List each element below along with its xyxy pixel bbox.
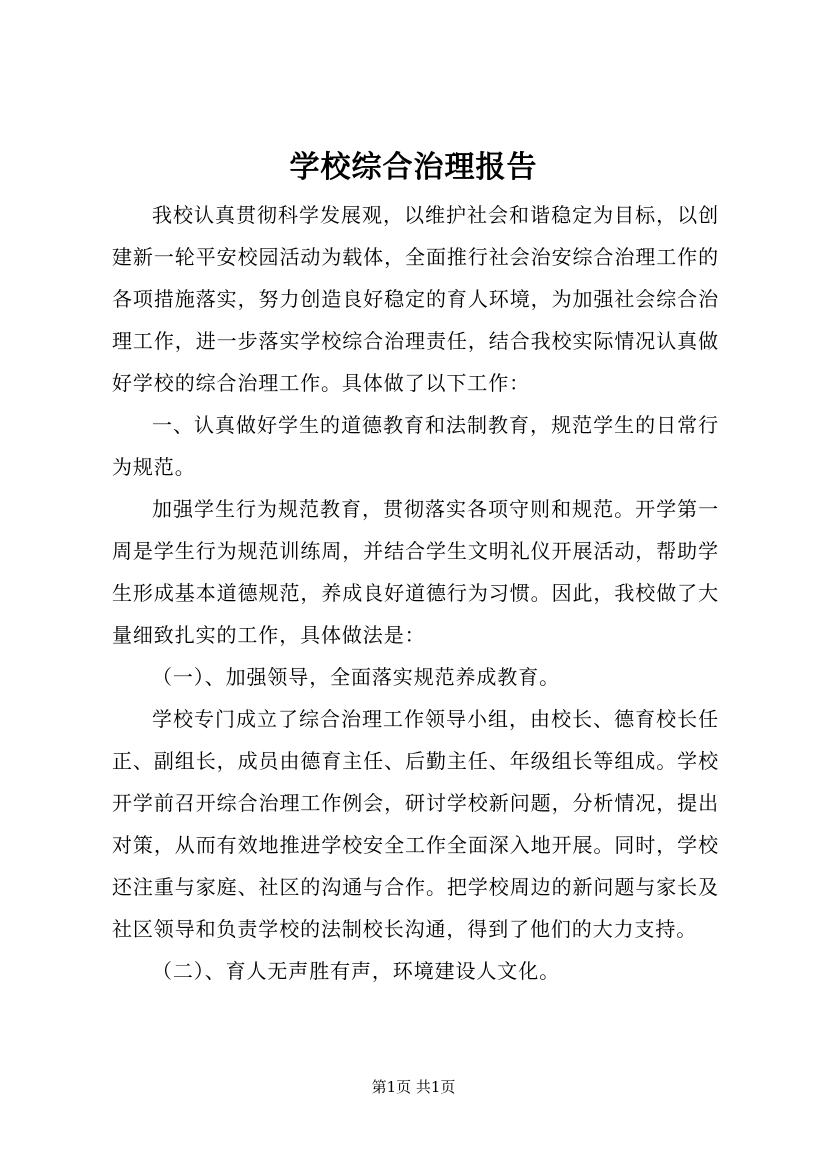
- paragraph-subsection-2-heading: （二）、育人无声胜有声，环境建设人文化。: [152, 959, 560, 983]
- paragraph-subsection-1-heading: （一）、加强领导，全面落实规范养成教育。: [152, 665, 560, 689]
- page-footer: 第1页 共1页: [371, 1078, 456, 1096]
- paragraph-behavior-education: 加强学生行为规范教育，贯彻落实各项守则和规范。开学第一周是学生行为规范训练周，并结合学生文明礼仪开展活动，帮助学生形成基本道德规范，养成良好道德行为习惯。因此，我校做了大量细致扎实的工作，具体做法是：: [112, 497, 719, 647]
- paragraph-intro: 我校认真贯彻科学发展观，以维护社会和谐稳定为目标，以创建新一轮平安校园活动为载体，全面推行社会治安综合治理工作的各项措施落实，努力创造良好稳定的育人环境，为加强社会综合治理工作，进一步落实学校综合治理责任，结合我校实际情况认真做好学校的综合治理工作。具体做了以下工作：: [112, 203, 719, 395]
- paragraph-leadership-group: 学校专门成立了综合治理工作领导小组，由校长、德育校长任正、副组长，成员由德育主任、后勤主任、年级组长等组成。学校开学前召开综合治理工作例会，研讨学校新问题，分析情况，提出对策，从而有效地推进学校安全工作全面深入地开展。同时，学校还注重与家庭、社区的沟通与合作。把学校周边的新问题与家长及社区领导和负责学校的法制校长沟通，得到了他们的大力支持。: [112, 707, 719, 941]
- document-body: [112, 194, 719, 992]
- document-title: 学校综合治理报告: [289, 150, 538, 185]
- paragraph-section-1-heading: 一、认真做好学生的道德教育和法制教育，规范学生的日常行为规范。: [112, 413, 719, 479]
